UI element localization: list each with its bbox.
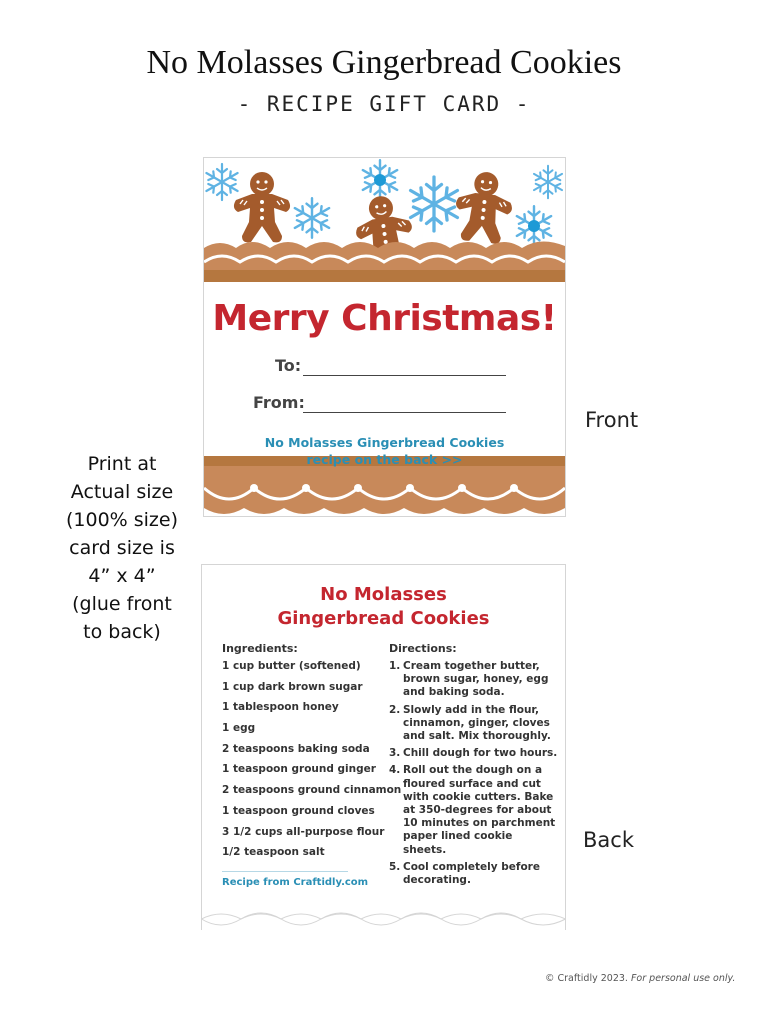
ingredients-list [222, 660, 402, 867]
snowflake-icon [206, 164, 237, 200]
top-crust-edge [204, 270, 565, 282]
recipe-title-line: Gingerbread Cookies [277, 608, 490, 629]
from-field[interactable] [303, 412, 506, 413]
recipe-title-line: No Molasses [320, 584, 447, 605]
print-instructions-line: Actual size [70, 481, 174, 503]
step-text: Cream together butter, brown sugar, honey, egg and baking soda. [403, 660, 549, 699]
print-instructions-line: to back) [83, 621, 161, 643]
back-card [201, 564, 566, 930]
step-text: Slowly add in the flour, cinnamon, ginger, cloves and salt. Mix thoroughly. [403, 703, 551, 743]
recipe-credit-link[interactable]: Recipe from Craftidly.com [222, 877, 369, 888]
step-number: 5. [389, 860, 401, 873]
directions-list [389, 660, 559, 891]
to-label: To: [275, 356, 302, 375]
page-title: No Molasses Gingerbread Cookies [146, 44, 622, 81]
ingredient-item: 2 teaspoons baking soda [222, 742, 370, 755]
snowflake-icon [528, 220, 540, 232]
print-instructions-line: (glue front [72, 593, 172, 615]
directions-heading: Directions: [389, 642, 457, 655]
ingredient-item: 1 teaspoon ground cloves [222, 804, 375, 817]
step-text: Chill dough for two hours. [403, 747, 558, 760]
ingredients-heading: Ingredients: [222, 642, 298, 655]
print-instructions [62, 450, 182, 646]
step-number: 4. [389, 764, 401, 777]
print-instructions-line: (100% size) [65, 509, 179, 531]
credit-divider [222, 871, 348, 872]
recipe-note [204, 434, 565, 468]
ingredient-item: 1 tablespoon honey [222, 701, 339, 714]
ingredient-item: 1 cup dark brown sugar [222, 680, 363, 693]
copyright-notice [545, 973, 735, 984]
ingredient-item: 1/2 teaspoon salt [222, 846, 325, 859]
from-label: From: [253, 393, 305, 412]
snowflake-icon [411, 177, 458, 231]
step-text: Roll out the dough on a floured surface and cut with cookie cutters. Bake at 350-degrees for about 10 minutes on parchment paper lined cookie sheets. [403, 764, 556, 856]
greeting-text: Merry Christmas! [212, 298, 557, 339]
gingerbread-man-icon [234, 172, 290, 242]
recipe-title [202, 583, 565, 631]
back-card-scallop-edge [201, 905, 566, 931]
step-text: Cool completely before decorating. [403, 860, 540, 887]
ingredient-item: 1 teaspoon ground ginger [222, 763, 376, 776]
ingredient-item: 3 1/2 cups all-purpose flour [222, 825, 385, 838]
print-instructions-line: card size is [69, 537, 175, 559]
step-number: 3. [389, 747, 401, 760]
recipe-note-line: recipe on the back >> [306, 452, 463, 467]
ingredient-item: 1 egg [222, 722, 256, 735]
snowflake-icon [534, 166, 562, 198]
front-card [203, 157, 566, 517]
direction-step [389, 764, 559, 856]
copyright-usage-note: For personal use only. [630, 973, 736, 984]
step-number: 2. [389, 703, 401, 716]
ingredient-item: 1 cup butter (softened) [222, 660, 361, 672]
direction-step [389, 660, 559, 700]
snowflake-icon [374, 174, 386, 186]
step-number: 1. [389, 660, 401, 672]
front-label: Front [585, 408, 639, 432]
direction-step [389, 861, 559, 887]
ingredient-item: 2 teaspoons ground cinnamon [222, 784, 402, 797]
to-field[interactable] [303, 375, 506, 376]
gingerbread-man-icon [452, 169, 515, 245]
page-subtitle: - RECIPE GIFT CARD - [237, 92, 531, 116]
back-label: Back [583, 828, 634, 852]
direction-step [389, 704, 559, 744]
snowflake-icon [295, 198, 329, 238]
print-instructions-line: Print at [87, 453, 157, 475]
direction-step [389, 747, 559, 760]
print-instructions-line: 4” x 4” [88, 565, 156, 587]
recipe-note-line: No Molasses Gingerbread Cookies [264, 435, 505, 450]
copyright-text: © Craftidly 2023. [545, 973, 628, 984]
